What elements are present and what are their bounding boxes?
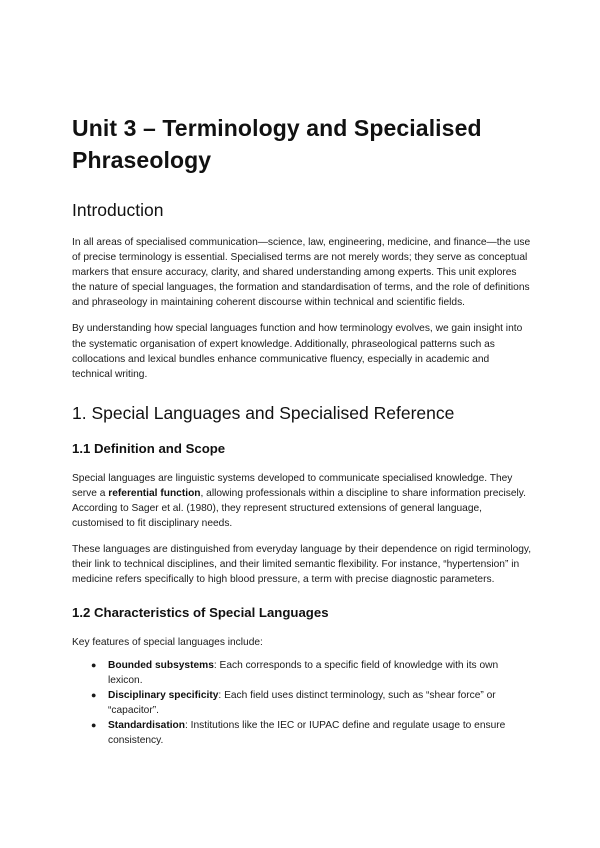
list-item xyxy=(91,718,532,748)
bullet-icon: ● xyxy=(91,659,97,670)
list-item-term: Standardisation xyxy=(108,719,185,731)
list-item-text: : Each corresponds to a specific field of knowledge with its own lexicon. xyxy=(108,659,499,686)
list-item-text: : Institutions like the IEC or IUPAC define and regulate usage to ensure consistency. xyxy=(108,719,506,747)
bullet-icon: ● xyxy=(91,689,97,700)
list-item-text: : Each field uses distinct terminology, such as “shear force” or “capacitor”. xyxy=(108,689,496,716)
section-1-heading: 1. Special Languages and Specialised Reference xyxy=(72,402,455,423)
list-item-term: Bounded subsystems xyxy=(108,659,214,671)
section-1-2-lead: Key features of special languages include: xyxy=(72,636,263,648)
characteristics-list xyxy=(72,658,532,749)
list-item xyxy=(91,688,532,718)
bold-term-referential-function: referential function xyxy=(108,487,201,499)
section-1-1-paragraph-1 xyxy=(72,471,532,531)
paragraph-text: , allowing professionals within a discipline to share information precisely. According to Sager et al. (1980), they represent structured extensions of general language, customised to fit disciplinary needs. xyxy=(72,487,526,530)
paragraph-text: Special languages are linguistic systems developed to communicate specialised knowledge. They serve a xyxy=(72,472,513,499)
list-item-term: Disciplinary specificity xyxy=(108,689,219,701)
page-title: Unit 3 – Terminology and Specialised Phraseology xyxy=(72,115,482,173)
document-body xyxy=(72,112,532,748)
intro-paragraph-1: In all areas of specialised communication—science, law, engineering, medicine, and finance—the use of precise terminology is essential. Specialised terms are not merely words; they serve as conceptual markers that ensure accuracy, clarity, and shared understanding among experts. This unit explores the nature of special languages, the formation and standardisation of terms, and the role of definitions and phraseology in maintaining coherent discourse within technical and scientific fields. xyxy=(72,237,531,309)
intro-paragraph-2: By understanding how special languages function and how terminology evolves, we gain insight into the systematic organisation of expert knowledge. Additionally, phraseological patterns such as collocations and lexical bundles enhance communicative fluency, especially in academic and technical writing. xyxy=(72,323,523,380)
list-item xyxy=(91,658,532,688)
section-1-1-paragraph-2: These languages are distinguished from everyday language by their dependence on rigid terminology, their link to technical disciplines, and their limited semantic flexibility. For instance, “hypertension” in medicine refers specifically to high blood pressure, a term with precise diagnostic parameters. xyxy=(72,544,532,586)
introduction-heading: Introduction xyxy=(72,200,164,220)
section-1-1-heading: 1.1 Definition and Scope xyxy=(72,440,226,456)
bullet-icon: ● xyxy=(91,719,97,730)
section-1-2-heading: 1.2 Characteristics of Special Languages xyxy=(72,604,329,620)
